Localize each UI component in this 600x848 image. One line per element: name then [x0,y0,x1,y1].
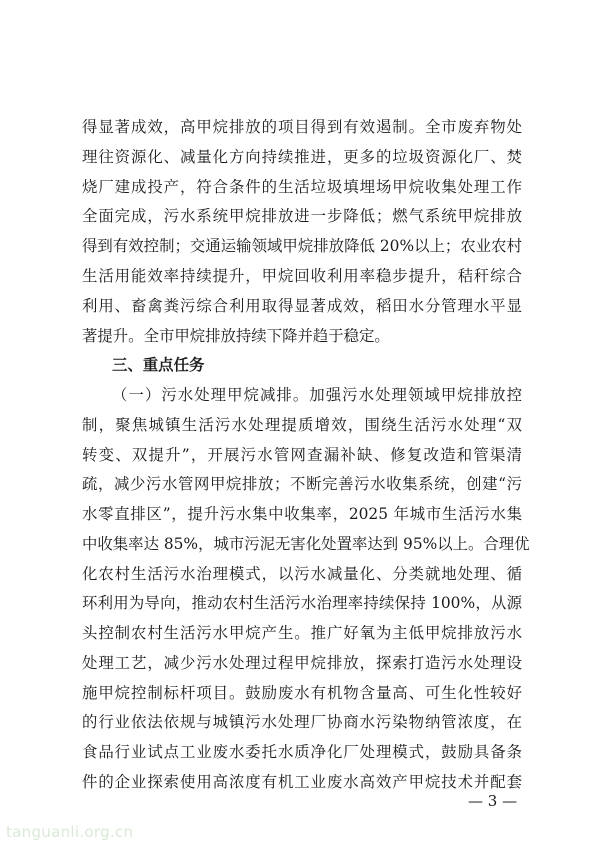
section-heading: 三、重点任务 [112,356,205,374]
body-text-line: 得显著成效，高甲烷排放的项目得到有效遏制。全市废弃物处 [82,118,522,136]
section-text-line: 中收集率达 85%，城市污泥无害化处置率达到 95%以上。合理优 [82,535,530,553]
body-text-line: 得到有效控制；交通运输领域甲烷排放降低 20%以上；农业农村 [82,237,522,255]
section-text-line: 的行业依法依规与城镇污水处理厂协商水污染物纳管浓度，在 [82,713,522,731]
section-text-line: 头控制农村生活污水甲烷产生。推广好氧为主低甲烷排放污水 [82,624,522,642]
section-text-line: 制，聚焦城镇生活污水处理提质增效，围绕生活污水处理“双 [82,416,522,434]
section-text-line: 化农村生活污水治理模式，以污水减量化、分类就地处理、循 [82,565,522,583]
section-text-line: 转变、双提升”，开展污水管网查漏补缺、修复改造和管渠清 [82,446,522,464]
body-text-line: 理往资源化、减量化方向持续推进，更多的垃圾资源化厂、焚 [82,148,522,166]
section-text-line: 水零直排区”，提升污水集中收集率，2025 年城市生活污水集 [82,505,522,523]
section-text-line: （一）污水处理甲烷减排。加强污水处理领域甲烷排放控 [112,386,522,404]
body-text-line: 利用、畜禽粪污综合利用取得显著成效，稻田水分管理水平显 [82,297,522,315]
section-text-line: 食品行业试点工业废水委托水质净化厂处理模式，鼓励具备条 [82,743,522,761]
body-text-line: 生活用能效率持续提升，甲烷回收利用率稳步提升，秸秆综合 [82,267,522,285]
page-number: — 3 — [468,792,518,810]
watermark: tanguanli.org.cn [6,823,134,841]
body-text-line: 著提升。全市甲烷排放持续下降并趋于稳定。 [82,327,390,345]
section-text-line: 处理工艺，减少污水处理过程甲烷排放，探索打造污水处理设 [82,654,522,672]
section-text-line: 件的企业探索使用高浓度有机工业废水高效产甲烷技术并配套 [82,773,522,791]
body-text-line: 烧厂建成投产，符合条件的生活垃圾填埋场甲烷收集处理工作 [82,178,522,196]
body-text-line: 全面完成，污水系统甲烷排放进一步降低；燃气系统甲烷排放 [82,207,522,225]
section-text-line: 施甲烷控制标杆项目。鼓励废水有机物含量高、可生化性较好 [82,684,522,702]
section-text-line: 环利用为导向，推动农村生活污水治理率持续保持 100%，从源 [82,594,522,612]
section-text-line: 疏，减少污水管网甲烷排放；不断完善污水收集系统，创建“污 [82,475,522,493]
